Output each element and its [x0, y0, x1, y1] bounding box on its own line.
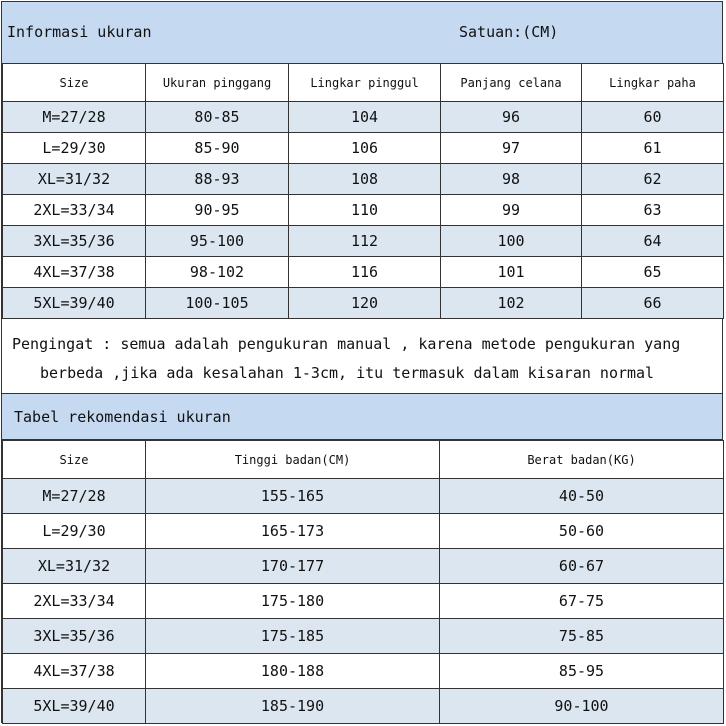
table-row	[3, 549, 724, 584]
table-cell: 60-67	[440, 549, 724, 584]
table-cell: 3XL=35/36	[3, 226, 146, 257]
table-cell: 96	[441, 102, 582, 133]
table-cell: 175-180	[146, 584, 440, 619]
table-cell: 185-190	[146, 689, 440, 724]
note-line-1: Pengingat : semua adalah pengukuran manual , karena metode pengukuran yang	[12, 335, 681, 353]
table-cell: L=29/30	[3, 133, 146, 164]
unit-label: Satuan:(CM)	[459, 23, 559, 41]
column-header: Tinggi badan(CM)	[146, 441, 440, 479]
table-cell: 120	[289, 288, 441, 319]
table-row	[3, 133, 724, 164]
table-cell: 99	[441, 195, 582, 226]
table-cell: XL=31/32	[3, 164, 146, 195]
table-cell: 4XL=37/38	[3, 257, 146, 288]
table-cell: 2XL=33/34	[3, 195, 146, 226]
table-cell: 65	[582, 257, 724, 288]
table-cell: 50-60	[440, 514, 724, 549]
table-cell: 40-50	[440, 479, 724, 514]
table-cell: 5XL=39/40	[3, 288, 146, 319]
table-cell: 100-105	[146, 288, 289, 319]
table-row	[3, 584, 724, 619]
size-info-title: Informasi ukuran	[7, 23, 152, 41]
table-cell: L=29/30	[3, 514, 146, 549]
table-cell: 112	[289, 226, 441, 257]
size-info-table	[2, 63, 724, 319]
table-cell: 62	[582, 164, 724, 195]
table-cell: 108	[289, 164, 441, 195]
table-row	[3, 479, 724, 514]
table-row	[3, 619, 724, 654]
column-header: Panjang celana	[441, 64, 582, 102]
table-cell: 104	[289, 102, 441, 133]
recommendation-title: Tabel rekomendasi ukuran	[14, 408, 231, 426]
table-cell: 4XL=37/38	[3, 654, 146, 689]
column-header: Size	[3, 441, 146, 479]
table-row	[3, 689, 724, 724]
table-cell: M=27/28	[3, 479, 146, 514]
size-info-header-bar	[2, 2, 722, 64]
column-header: Berat badan(KG)	[440, 441, 724, 479]
table-cell: 98	[441, 164, 582, 195]
table-cell: 80-85	[146, 102, 289, 133]
table-cell: 64	[582, 226, 724, 257]
recommendation-table	[2, 440, 724, 724]
table-cell: 101	[441, 257, 582, 288]
note-line-2: berbeda ,jika ada kesalahan 1-3cm, itu termasuk dalam kisaran normal	[40, 364, 655, 382]
table-cell: 106	[289, 133, 441, 164]
table-row	[3, 514, 724, 549]
table-cell: 97	[441, 133, 582, 164]
table-cell: 175-185	[146, 619, 440, 654]
table-cell: 5XL=39/40	[3, 689, 146, 724]
table-row	[3, 257, 724, 288]
table-row	[3, 288, 724, 319]
table-cell: 90-95	[146, 195, 289, 226]
table-row	[3, 195, 724, 226]
table-cell: 3XL=35/36	[3, 619, 146, 654]
table-row	[3, 102, 724, 133]
table-cell: 88-93	[146, 164, 289, 195]
table-cell: 66	[582, 288, 724, 319]
column-header: Lingkar pinggul	[289, 64, 441, 102]
table-cell: 155-165	[146, 479, 440, 514]
table-cell: 63	[582, 195, 724, 226]
table-cell: XL=31/32	[3, 549, 146, 584]
table-cell: 60	[582, 102, 724, 133]
table-row	[3, 226, 724, 257]
column-header: Ukuran pinggang	[146, 64, 289, 102]
column-header: Size	[3, 64, 146, 102]
size-info-header-row	[3, 64, 724, 102]
size-chart-sheet	[1, 1, 723, 723]
table-cell: 100	[441, 226, 582, 257]
table-cell: 85-90	[146, 133, 289, 164]
table-cell: 110	[289, 195, 441, 226]
recommendation-header-row	[3, 441, 724, 479]
table-cell: 85-95	[440, 654, 724, 689]
table-cell: 2XL=33/34	[3, 584, 146, 619]
table-row	[3, 654, 724, 689]
table-cell: 170-177	[146, 549, 440, 584]
table-cell: 102	[441, 288, 582, 319]
measurement-note	[2, 320, 722, 394]
table-cell: M=27/28	[3, 102, 146, 133]
table-cell: 116	[289, 257, 441, 288]
table-cell: 61	[582, 133, 724, 164]
column-header: Lingkar paha	[582, 64, 724, 102]
table-row	[3, 164, 724, 195]
table-cell: 75-85	[440, 619, 724, 654]
table-cell: 90-100	[440, 689, 724, 724]
table-cell: 98-102	[146, 257, 289, 288]
table-cell: 180-188	[146, 654, 440, 689]
recommendation-header-bar	[2, 393, 722, 440]
table-cell: 165-173	[146, 514, 440, 549]
table-cell: 67-75	[440, 584, 724, 619]
table-cell: 95-100	[146, 226, 289, 257]
